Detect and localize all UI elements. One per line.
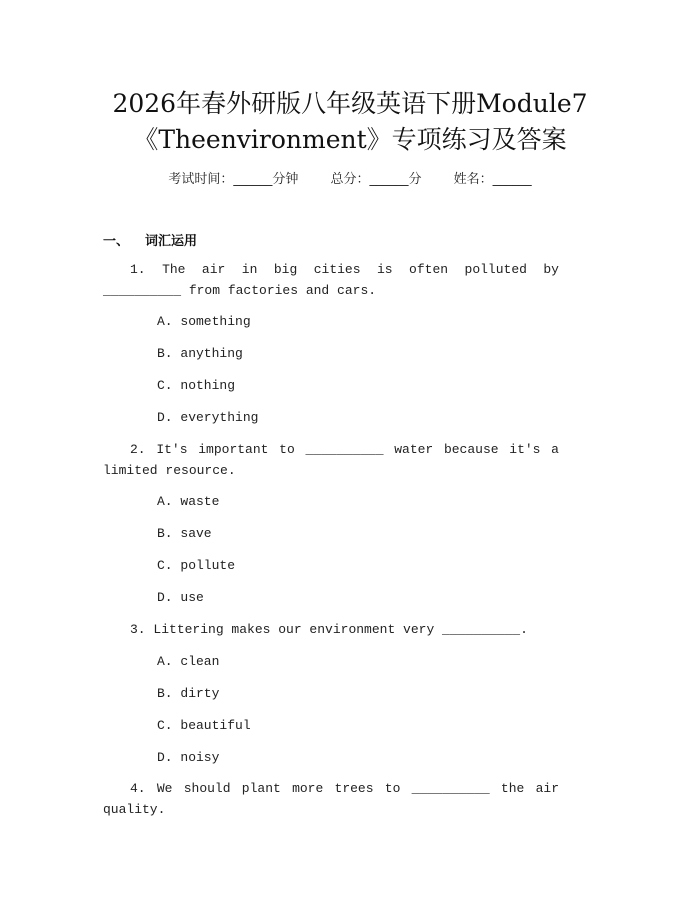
- question-3-option-b: B. dirty: [157, 686, 220, 701]
- exam-time-field: 考试时间：______分钟: [168, 172, 299, 187]
- question-text: The air in big cities is often polluted by __________ from factories and cars.: [103, 262, 559, 298]
- exam-info: [0, 168, 700, 187]
- question-text: Littering makes our environment very __________.: [145, 622, 528, 637]
- question-number: 2.: [130, 442, 146, 457]
- document-title-line-2: 《Theenvironment》专项练习及答案: [133, 125, 567, 154]
- student-name-field: 姓名：______: [453, 172, 532, 187]
- section-heading: [103, 230, 197, 249]
- question-text: We should plant more trees to __________ the air quality.: [103, 781, 559, 817]
- question-2-option-d: D. use: [157, 590, 204, 605]
- question-1: [103, 259, 559, 301]
- question-1-option-b: B. anything: [157, 346, 243, 361]
- document-title-line-1: 2026年春外研版八年级英语下册Module7: [112, 89, 588, 118]
- question-3: [103, 619, 559, 640]
- question-1-option-d: D. everything: [157, 410, 259, 425]
- question-4: [103, 778, 559, 820]
- question-3-option-c: C. beautiful: [157, 718, 251, 733]
- question-1-option-a: A. something: [157, 314, 251, 329]
- section-title: 词汇运用: [145, 234, 198, 249]
- question-3-option-a: A. clean: [157, 654, 220, 669]
- question-number: 1.: [130, 262, 146, 277]
- total-score-field: 总分：______分: [330, 172, 422, 187]
- question-number: 3.: [130, 622, 146, 637]
- question-2-option-c: C. pollute: [157, 558, 236, 573]
- question-1-option-c: C. nothing: [157, 378, 236, 393]
- question-number: 4.: [130, 781, 146, 796]
- question-2: [103, 439, 559, 481]
- question-text: It's important to __________ water because it's a limited resource.: [103, 442, 559, 478]
- question-3-option-d: D. noisy: [157, 750, 220, 765]
- question-2-option-b: B. save: [157, 526, 212, 541]
- question-2-option-a: A. waste: [157, 494, 220, 509]
- section-number: 一、: [103, 234, 130, 249]
